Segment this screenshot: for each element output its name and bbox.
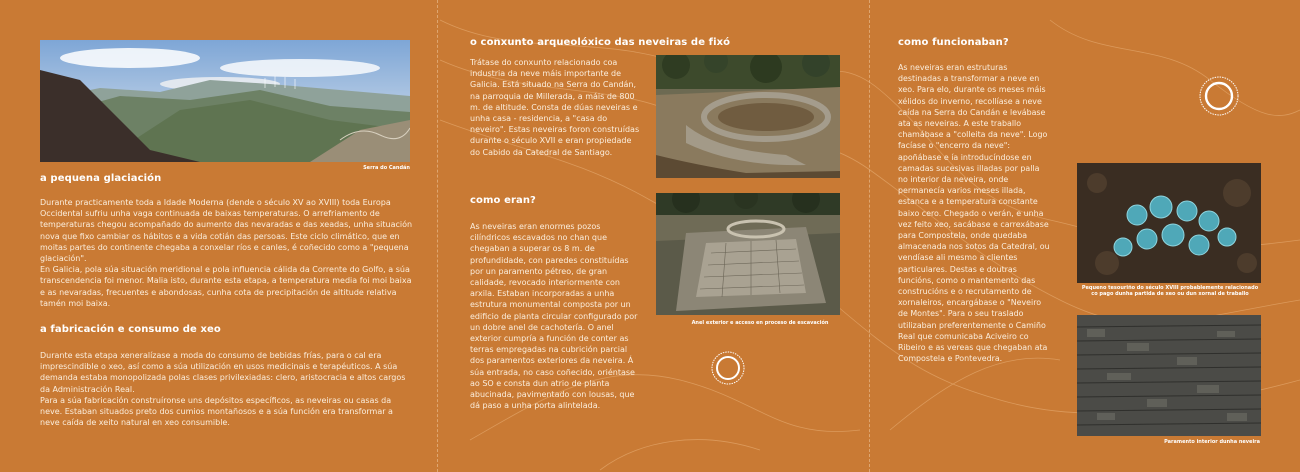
paragraph: As neveiras eran enormes pozos cilíndricos escavados no chan que chegaban a superar os 8 m. de profundidade, con paredes constituídas por un paramento pétreo, de gran calidade, revocado interiormente con arxila. Estaban incorporadas a unha estrutura monumental composta por un edificio de planta circular configurado por un dobre anel de cachotería. O anel exterior cumpría a función de conter as terras empregadas na cubrición parcial dos paramentos exteriores da neveira. Á súa entrada, no caso coñecido, oriéntase ao SO e consta dun atrio de planta abucinada, pavimentado con lousas, que dá paso a unha porta alintelada. (470, 222, 638, 411)
section-body (470, 57, 640, 158)
section-heading: o conxunto arqueolóxico das neveiras de fixó (470, 37, 731, 48)
paragraph: En Galicia, pola súa situación meridional e pola influencia cálida da Corrente do Golfo, a súa transcendencia foi menor. Malia isto, durante esta etapa, a temperatura media foi moi baixa e as nevaradas, frecuentes e abondosas, cunha cota de precipitación de altitude relativa tamén moi baixa. (40, 265, 412, 308)
snow-well-photo (656, 55, 840, 178)
section-heading: a fabricación e consumo de xeo (40, 324, 221, 335)
section-body (40, 197, 415, 309)
section-heading: como eran? (470, 195, 536, 206)
panel-fold-1 (437, 0, 438, 472)
section-body (898, 62, 1050, 364)
photo-caption: Pequeno tesouriño do século XVIII probablemente relacionado co pago dunha partida de xeo ou dun xornal de traballo (1081, 285, 1259, 297)
panel-fold-2 (869, 0, 870, 472)
photo-caption: Serra do Candán (363, 165, 410, 171)
section-heading: a pequena glaciación (40, 173, 162, 184)
mountain-photo (40, 40, 410, 162)
seal-emblem-icon (710, 350, 746, 386)
paragraph: As neveiras eran estruturas destinadas a transformar a neve en xeo. Para elo, durante os meses máis xélidos do inverno, recollíase a neve caída na Serra do Candán e levábase ata as neveiras. A este traballo chamábase a "colleita da neve". Logo facíase o "encerro da neve": apoñábase e ía introducíndose en camadas sucesivas illadas por palla no interior da neveira, onde permanecía varios meses illada, estanca e a temperatura constante baixo cero. Chegado o verán, e unha vez feito xeo, sacábase e carrexábase para Compostela, onde quedaba almacenada nos sotos da Catedral, ou vendíase ali mesmo a clientes particulares. Destas e doutras funcións, como o mantemento das construcións e o recrutamento de xornaleiros, encargábase o "Neveiro de Montes". Para o seu traslado utilizaban preferentemente o Camiño Real que comunicaba Aciveiro co Ribeiro e as vereas que chegaban ata Compostela e Pontevedra. (898, 63, 1050, 364)
photo-caption: Paramento interior dunha neveira (1164, 439, 1260, 445)
coins-photo (1077, 163, 1261, 283)
paragraph: Durante practicamente toda a Idade Moderna (dende o século XV ao XVIII) toda Europa Occidental sufriu unha vaga continuada de baixas temperaturas. O arrefriamento de temperaturas chegou acompañado do aumento das nevaradas e das xeadas, unha situación nova que fixo cambiar os hábitos e a vida cotián das persoas. Este ciclo climático, que en moitas partes do continente chegaba a conxelar ríos e canles, é coñecido como a "pequena glaciación". (40, 198, 413, 264)
stone-wall-photo (1077, 315, 1261, 436)
paragraph: Trátase do conxunto relacionado coa industria da neve máis importante de Galicia. Está situado na Serra do Candán, na parroquia de Millerada, a máis de 800 m. de altitude. Consta de dúas neveiras e unha casa - residencia, a "casa do neveiro". Estas neveiras foron construídas durante o século XVII e eran propiedade do Cabido da Catedral de Santiago. (470, 58, 640, 157)
section-heading: como funcionaban? (898, 37, 1009, 48)
section-body (470, 221, 642, 411)
excavation-photo (656, 193, 840, 315)
seal-emblem-icon (1198, 75, 1240, 117)
paragraph: Durante esta etapa xeneralízase a moda do consumo de bebidas frías, para o cal era imprescindible o xeo, así como a súa utilización en usos medicinais e terapéuticos. A súa demanda estaba monopolizada polas clases privilexiadas: clero, aristocracia e altos cargos da Administración Real. (40, 351, 406, 394)
section-body (40, 350, 415, 428)
paragraph: Para a súa fabricación construíronse uns depósitos específicos, as neveiras ou casas da neve. Estaban situados preto dos cumios montañosos e a súa función era transformar a neve caída de xeito natural en xeo consumible. (40, 395, 393, 428)
photo-caption: Anel exterior e acceso en proceso de escavación (691, 320, 829, 326)
